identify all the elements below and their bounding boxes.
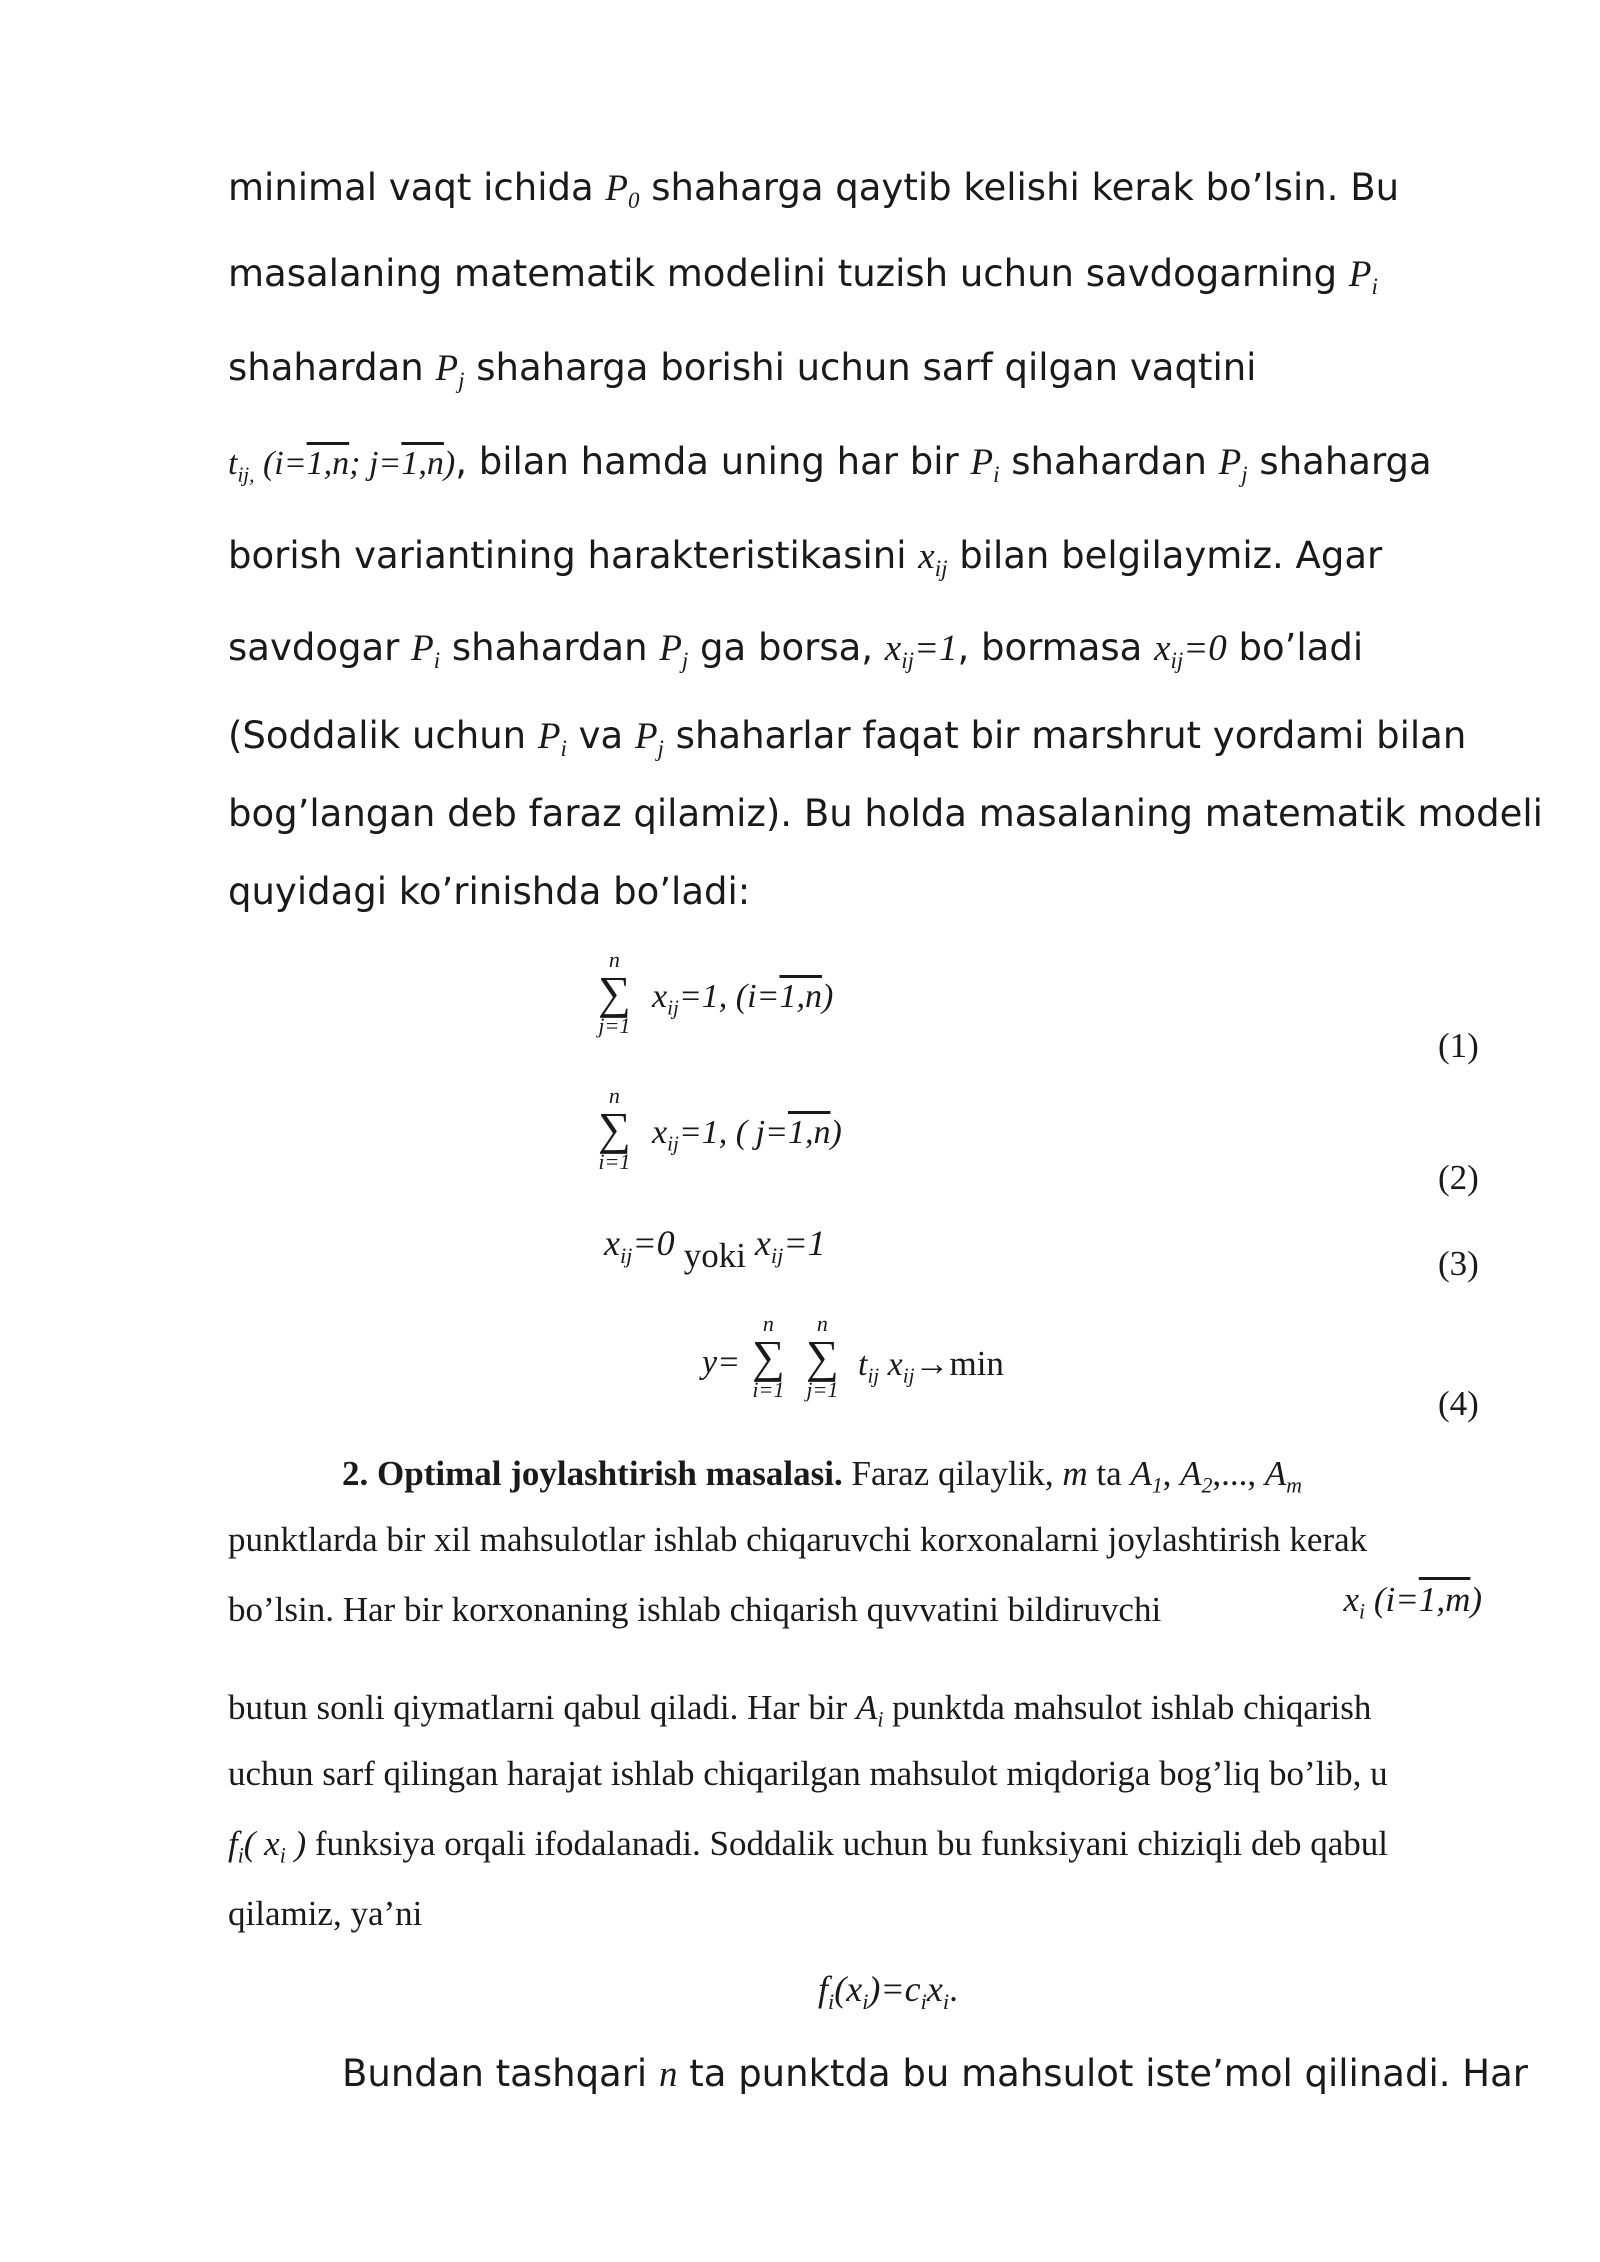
- section-2-line-1: 2. Optimal joylashtirish masalasi. Faraz qilaylik, m ta $A_1$, $A_2$,..., $A_m$: [342, 1454, 1302, 1498]
- text-run: shaharga: [1247, 440, 1432, 483]
- section-2-line-7: qilamiz, ya’ni: [228, 1894, 423, 1933]
- text-run: , bilan hamda uning har bir: [455, 440, 971, 483]
- equation-4-number: (4): [1438, 1384, 1479, 1423]
- text-run: shaharga borishi uchun sarf qilgan vaqtini: [464, 346, 1257, 389]
- sum-symbol: n ∑ j=1: [806, 1311, 839, 1402]
- text-run: va: [566, 714, 635, 757]
- text-run: , bormasa: [957, 626, 1155, 669]
- text-run: minimal vaqt ichida: [228, 166, 606, 209]
- text-run: Faraz qilaylik,: [842, 1454, 1063, 1493]
- text-run: shahardan: [440, 626, 660, 669]
- text-run: butun sonli qiymatlarni qabul qiladi. Har bir: [228, 1688, 856, 1727]
- section-heading: 2. Optimal joylashtirish masalasi.: [342, 1454, 843, 1493]
- sum-symbol: n ∑ i=1: [598, 1083, 631, 1174]
- sum-symbol: n ∑ j=1: [598, 947, 631, 1038]
- section-2-line-4: butun sonli qiymatlarni qabul qiladi. Har bir $A_i$ punktda mahsulot ishlab chiqarish: [228, 1688, 1372, 1732]
- text-line-8: bog’langan deb faraz qilamiz). Bu holda masalaning matematik modeli: [228, 792, 1543, 835]
- equation-2: $x_{ij}=1$, ( j=1,n): [652, 1114, 842, 1156]
- text-run: bo’lsin. Har bir korxonaning ishlab chiqarish quvvatini bildiruvchi: [228, 1590, 1162, 1629]
- text-line-5: borish variantining harakteristikasini $x_{ij}$ bilan belgilaymiz. Agar: [228, 534, 1383, 582]
- text-line-1: minimal vaqt ichida $P_0$ shaharga qaytib kelishi kerak bo’lsin. Bu: [228, 166, 1400, 214]
- equation-1-number: (1): [1438, 1026, 1479, 1065]
- last-line: Bundan tashqari n ta punktda bu mahsulot iste’mol qilinadi. Har: [342, 2052, 1528, 2095]
- text-run: savdogar: [228, 626, 412, 669]
- section-2-line-6: $f_i$( $x_i$ ) funksiya orqali ifodalanadi. Soddalik uchun bu funksiyani chiziqli deb qabul: [228, 1824, 1389, 1868]
- text-line-7: (Soddalik uchun $P_i$ va $P_j$ shaharlar faqat bir marshrut yordami bilan: [228, 714, 1467, 762]
- text-run: shaharga qaytib kelishi kerak bo’lsin. Bu: [639, 166, 1400, 209]
- cost-formula: $f_i(x_i)=c_ix_i$.: [818, 1969, 959, 2014]
- text-run: masalaning matematik modelini tuzish uchun savdogarning: [228, 252, 1349, 295]
- equation-1: $x_{ij}=1$, (i=1,n): [652, 978, 834, 1020]
- text-run: punktda mahsulot ishlab chiqarish: [883, 1688, 1372, 1727]
- text-line-2: masalaning matematik modelini tuzish uchun savdogarning $P_i$: [228, 252, 1378, 300]
- section-2-line-5: uchun sarf qilingan harajat ishlab chiqarilgan mahsulot miqdoriga bog’liq bo’lib, u: [228, 1754, 1388, 1793]
- text-run: ta punktda bu mahsulot iste’mol qilinadi. Har: [677, 2052, 1528, 2095]
- text-run: shahardan: [228, 346, 436, 389]
- section-2-line-3: bo’lsin. Har bir korxonaning ishlab chiqarish quvvatini bildiruvchi $x_i$ (i=1,m): [228, 1580, 1482, 1629]
- text-run: funksiya orqali ifodalanadi. Soddalik uchun bu funksiyani chiziqli deb qabul: [306, 1824, 1389, 1863]
- text-line-3: shahardan $P_j$ shaharga borishi uchun sarf qilgan vaqtini: [228, 346, 1257, 394]
- equation-2-number: (2): [1438, 1158, 1479, 1197]
- text-run: borish variantining harakteristikasini: [228, 534, 919, 577]
- equation-4-rhs: $t_{ij}$ $x_{ij}\to\min$: [858, 1344, 1004, 1388]
- yoki-word: yoki: [683, 1236, 746, 1275]
- text-run: shahardan: [999, 440, 1219, 483]
- text-line-6: savdogar $P_i$ shahardan $P_j$ ga borsa, $x_{ij}=1$, bormasa $x_{ij}=0$ bo’ladi: [228, 626, 1364, 674]
- min-word: min: [949, 1344, 1004, 1383]
- text-run: (Soddalik uchun: [228, 714, 538, 757]
- sum-symbol: n ∑ i=1: [752, 1311, 785, 1402]
- text-line-4: $t_{ij,}$ (i=1,n; j=1,n), bilan hamda uning har bir $P_i$ shahardan $P_j$ shaharga: [228, 440, 1432, 488]
- text-run: ta: [1087, 1454, 1131, 1493]
- text-line-9: quyidagi ko’rinishda bo’ladi:: [228, 870, 751, 913]
- text-run: Bundan tashqari: [342, 2052, 659, 2095]
- equation-4-lhs: y=: [702, 1344, 741, 1381]
- text-run: shaharlar faqat bir marshrut yordami bilan: [663, 714, 1467, 757]
- text-run: bilan belgilaymiz. Agar: [947, 534, 1383, 577]
- equation-3: $x_{ij}=0$ yoki $x_{ij}=1$: [604, 1223, 826, 1275]
- text-run: ga borsa,: [688, 626, 885, 669]
- section-2-line-2: punktlarda bir xil mahsulotlar ishlab chiqaruvchi korxonalarni joylashtirish kerak: [228, 1520, 1368, 1559]
- equation-3-number: (3): [1438, 1244, 1479, 1283]
- text-run: bo’ladi: [1226, 626, 1364, 669]
